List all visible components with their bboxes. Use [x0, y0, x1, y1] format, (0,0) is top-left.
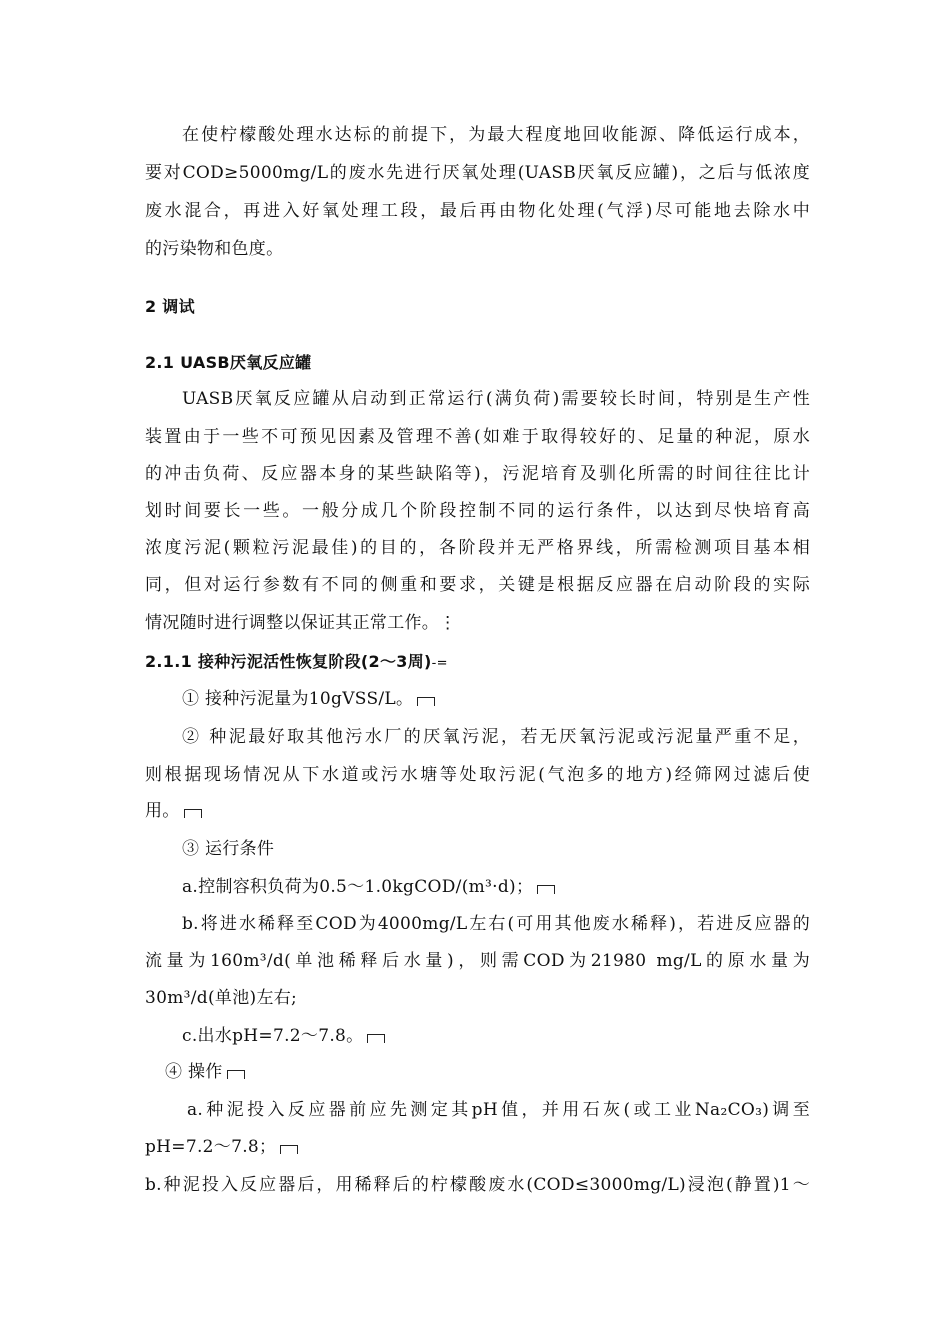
item-2-line3-text: 用。: [145, 801, 180, 821]
section-heading-2-1: 2.1 UASB厌氧反应罐: [145, 353, 312, 372]
para1-line1: 在使柠檬酸处理水达标的前提下，为最大程度地回收能源、降低运行成本，: [182, 125, 810, 145]
format-mark-icon: [417, 697, 435, 706]
condition-c: [182, 1025, 810, 1047]
format-mark-icon: [227, 1070, 245, 1079]
condition-b-line1: b.将进水稀释至COD为4000mg/L左右(可用其他废水稀释)，若进反应器的: [182, 914, 810, 934]
item-2-line2: 则根据现场情况从下水道或污水塘等处取污泥(气泡多的地方)经筛网过滤后使: [145, 765, 810, 785]
para2-line4: 划时间要长一些。一般分成几个阶段控制不同的运行条件，以达到尽快培育高: [145, 501, 810, 521]
para2-line2: 装置由于一些不可预见因素及管理不善(如难于取得较好的、足量的种泥，原水: [145, 427, 810, 447]
item-4-text: ④ 操作: [165, 1062, 223, 1082]
para1-line2: 要对COD≥5000mg/L的废水先进行厌氧处理(UASB厌氧反应罐)，之后与低浓度: [145, 163, 810, 183]
condition-b-line3: 30m³/d(单池)左右;: [145, 988, 298, 1008]
operation-a-line1: a.种泥投入反应器前应先测定其pH值，并用石灰(或工业Na₂CO₃)调至: [187, 1100, 810, 1120]
item-4: [165, 1061, 810, 1083]
condition-c-text: c.出水pH=7.2～7.8。: [182, 1026, 364, 1046]
para2-line6: 同，但对运行参数有不同的侧重和要求，关键是根据反应器在启动阶段的实际: [145, 575, 810, 595]
item-2-line1: ② 种泥最好取其他污水厂的厌氧污泥，若无厌氧污泥或污泥量严重不足，: [182, 727, 810, 747]
format-mark-icon: [280, 1145, 298, 1154]
section-heading-2: 2 调试: [145, 297, 195, 316]
format-mark-icon: [184, 809, 202, 818]
condition-a-text: a.控制容积负荷为0.5～1.0kgCOD/(m³·d)；: [182, 877, 534, 897]
condition-a: [182, 876, 810, 898]
item-1: [182, 688, 810, 710]
para2-line1: UASB厌氧反应罐从启动到正常运行(满负荷)需要较长时间，特别是生产性: [182, 389, 810, 409]
para2-line7: 情况随时进行调整以保证其正常工作。⋮: [145, 613, 457, 633]
operation-b-line1: b.种泥投入反应器后，用稀释后的柠檬酸废水(COD≤3000mg/L)浸泡(静置)1～: [145, 1175, 810, 1195]
heading-2-1-1-text: 2.1.1 接种污泥活性恢复阶段(2～3周): [145, 652, 432, 671]
format-mark-icon: [537, 885, 555, 894]
operation-a-line2-text: pH=7.2～7.8；: [145, 1137, 277, 1157]
para2-line5: 浓度污泥(颗粒污泥最佳)的目的，各阶段并无严格界线，所需检测项目基本相: [145, 538, 810, 558]
para2-line3: 的冲击负荷、反应器本身的某些缺陷等)，污泥培育及驯化所需的时间往往比计: [145, 464, 810, 484]
para1-line3: 废水混合，再进入好氧处理工段，最后再由物化处理(气浮)尽可能地去除水中: [145, 201, 810, 221]
format-mark-icon: [367, 1034, 385, 1043]
item-3: ③ 运行条件: [182, 839, 275, 859]
operation-a-line2: [145, 1136, 810, 1158]
item-1-text: ① 接种污泥量为10gVSS/L。: [182, 689, 414, 709]
condition-b-line2: 流量为160m³/d(单池稀释后水量)，则需COD为21980 mg/L的原水量为: [145, 951, 810, 971]
heading-2-1-1-suffix: -=: [431, 656, 448, 671]
section-heading-2-1-1: [145, 651, 810, 675]
item-2-line3: [145, 800, 810, 822]
para1-line4: 的污染物和色度。: [145, 239, 284, 259]
